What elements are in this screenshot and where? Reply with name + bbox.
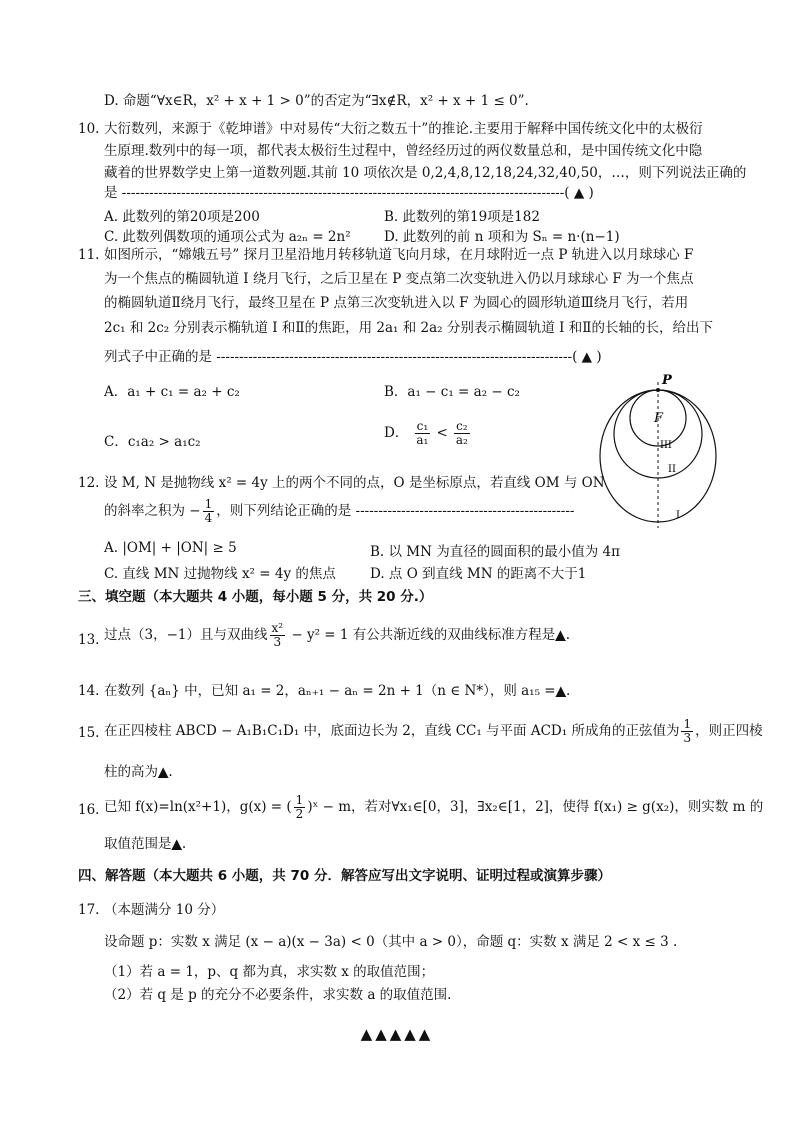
- q11-number: 11.: [78, 247, 100, 263]
- q10-option-a: A. 此数列的第20项是200: [104, 209, 260, 225]
- label-orbit-3: III: [660, 440, 672, 451]
- q17-number: 17.: [78, 902, 100, 918]
- q16-text-b: )ˣ − m，若对∀x₁∈[0，3]，∃x₂∈[1，2]，使得 f(x₁) ≥ g(x₂)，则实数 m 的: [307, 799, 764, 816]
- q16-number: 16.: [78, 802, 100, 818]
- q16-blank: ▲: [171, 836, 182, 852]
- q16-frac: [294, 794, 306, 821]
- q15-end: .: [168, 764, 173, 780]
- q12-frac-den: 4: [204, 511, 213, 526]
- q14-text: [104, 683, 570, 700]
- q12-option-b: B. 以 MN 为直径的圆面积的最小值为 4π: [370, 544, 620, 560]
- q11-frac2-num: c₂: [456, 419, 468, 433]
- q11-text-line3: 的椭圆轨道Ⅱ绕月飞行，最终卫星在 P 点第三次变轨进入以 F 为圆心的圆形轨道Ⅲ绕月飞行，若用: [104, 295, 689, 311]
- q10-text-line3: 藏着的世界数学史上第一道数列题.其前 10 项依次是 0,2,4,8,12,18,24,32,40,50，…，则下列说法正确的: [104, 165, 747, 181]
- q12-frac: [203, 498, 215, 525]
- label-f: F: [654, 411, 664, 426]
- q13-blank: ▲: [555, 627, 566, 644]
- q16-frac-num: 1: [295, 793, 304, 807]
- q10-option-c: C. 此数列偶数项的通项公式为 a₂ₙ = 2n²: [104, 229, 351, 245]
- q10-number: 10.: [78, 121, 100, 137]
- orbit-ellipse-2: [614, 390, 702, 478]
- label-orbit-2: II: [668, 464, 676, 475]
- q13-text-a: 过点（3，−1）且与双曲线: [104, 627, 268, 644]
- q13-text-b: − y² = 1 有公共渐近线的双曲线标准方程是: [287, 627, 556, 644]
- q15-frac: [681, 718, 693, 745]
- q11-text-line4: 2c₁ 和 2c₂ 分别表示椭轨道 I 和Ⅱ的焦距，用 2a₁ 和 2a₂ 分别表示椭圆轨道 I 和Ⅱ的长轴的长，给出下: [104, 320, 713, 336]
- q11-frac1-den: a₁: [416, 433, 429, 448]
- q11-frac1-num: c₁: [416, 419, 429, 433]
- q11-text-line1: 如图所示，“嫦娥五号” 探月卫星沿地月转移轨道飞向月球，在月球附近一点 P 轨进入以月球球心 F: [104, 247, 694, 263]
- orbit-figure: [598, 372, 722, 530]
- label-p: P: [662, 373, 672, 388]
- q17-part-2: （2）若 q 是 p 的充分不必要条件，求实数 a 的取值范围.: [104, 987, 452, 1003]
- q16-frac-den: 2: [295, 807, 304, 822]
- q15-text-line1: [104, 718, 763, 745]
- q15-blank: ▲: [158, 764, 169, 780]
- q13-text: [104, 622, 570, 649]
- end-marks: ▲▲▲▲▲: [360, 1025, 434, 1043]
- q12-text-line1: 设 M, N 是抛物线 x² = 4y 上的两个不同的点，O 是坐标原点，若直线 OM 与 ON: [104, 475, 605, 491]
- q13-frac: [270, 622, 286, 649]
- q11-option-b: B．a₁ − c₁ = a₂ − c₂: [384, 384, 520, 400]
- q16-text-a: 已知 f(x)=ln(x²+1)，g(x) = (: [104, 799, 292, 816]
- q17-heading: （本题满分 10 分）: [104, 902, 225, 918]
- q12-option-c: C. 直线 MN 过抛物线 x² = 4y 的焦点: [104, 566, 336, 582]
- q16-end: .: [181, 836, 187, 852]
- q11-option-d-frac1: [415, 420, 431, 447]
- q11-option-a: A．a₁ + c₁ = a₂ + c₂: [104, 384, 240, 400]
- q12-text-line2: [104, 498, 575, 525]
- q11-option-d-label: D．: [384, 425, 409, 442]
- q14-blank: ▲: [555, 683, 566, 699]
- q13-frac-num: x²: [271, 621, 284, 635]
- q15-text-a: 在正四棱柱 ABCD − A₁B₁C₁D₁ 中，底面边长为 2，直线 CC₁ 与平面 ACD₁ 所成角的正弦值为: [104, 723, 680, 740]
- q16-text-line2: [104, 836, 186, 853]
- q9-option-d: D. 命题“∀x∈R，x² + x + 1 > 0”的否定为“∃x∉R，x² + x + 1 ≤ 0”.: [104, 93, 529, 109]
- q13-number: 13.: [78, 632, 100, 648]
- q12-text-line2a: 的斜率之积为 −: [104, 503, 201, 520]
- q10-option-b: B. 此数列的第19项是182: [384, 209, 540, 225]
- q15-frac-den: 3: [683, 731, 692, 746]
- q15-text-l2: 柱的高为: [104, 764, 158, 780]
- q11-frac2-den: a₂: [455, 433, 468, 448]
- q17-part-1: （1）若 a = 1，p、q 都为真，求实数 x 的取值范围；: [104, 964, 435, 980]
- q13-frac-den: 3: [273, 635, 282, 650]
- q15-number: 15.: [78, 725, 100, 741]
- q10-text-line1: 大衍数列，来源于《乾坤谱》中对易传“大衍之数五十”的推论.主要用于解释中国传统文化中的太极衍: [104, 121, 703, 137]
- q16-text-l2: 取值范围是: [104, 836, 172, 852]
- q14-end: .: [566, 683, 571, 699]
- q12-option-a: A. |OM| + |ON| ≥ 5: [104, 540, 237, 556]
- q15-text-line2: [104, 764, 173, 781]
- q15-frac-num: 1: [683, 717, 692, 731]
- q12-text-line2b: ，则下列结论正确的是 ------------------------------------------------: [216, 503, 575, 520]
- q13-end: .: [565, 627, 570, 644]
- label-orbit-1: I: [676, 510, 680, 521]
- q11-option-c: C．c₁a₂ > a₁c₂: [104, 434, 201, 450]
- q11-text-line2: 为一个焦点的椭圆轨道 I 绕月飞行，之后卫星在 P 变点第二次变轨进入仍以月球球心 F 为一个焦点: [104, 271, 694, 287]
- q11-option-d-lt: <: [436, 425, 448, 442]
- q15-text-b: ，则正四棱: [695, 723, 763, 740]
- q10-option-d: D. 此数列的前 n 项和为 Sₙ = n·(n−1): [384, 229, 620, 245]
- q11-option-d: [384, 420, 472, 447]
- q12-frac-num: 1: [204, 497, 213, 511]
- q14-number: 14.: [78, 683, 100, 699]
- q12-number: 12.: [78, 475, 100, 491]
- section-4-heading: 四、解答题（本大题共 6 小题，共 70 分．解答应写出文字说明、证明过程或演算步骤）: [78, 868, 611, 884]
- q14-text-a: 在数列 {aₙ} 中，已知 a₁ = 2，aₙ₊₁ − aₙ = 2n + 1（n ∈ N*），则 a₁₅ =: [104, 683, 556, 699]
- q10-text-line2: 生原理.数列中的每一项，都代表太极衍生过程中，曾经经历过的两仪数量总和，是中国传统文化中隐: [104, 143, 703, 159]
- point-p: [656, 388, 660, 392]
- q11-text-line5: 列式子中正确的是 ------------------------------------------------------------------------------( ▲ ): [104, 349, 602, 365]
- q16-text-line1: [104, 794, 763, 821]
- q17-text-line1: 设命题 p：实数 x 满足 (x − a)(x − 3a) < 0（其中 a > 0），命题 q：实数 x 满足 2 < x ≤ 3 .: [104, 934, 678, 950]
- q11-option-d-frac2: [454, 420, 470, 447]
- q12-option-d: D. 点 O 到直线 MN 的距离不大于1: [370, 566, 587, 582]
- section-3-heading: 三、填空题（本大题共 4 小题，每小题 5 分，共 20 分.）: [78, 589, 433, 605]
- q10-text-line4: 是 -------------------------------------------------------------------------------------------------( ▲ ): [104, 185, 594, 201]
